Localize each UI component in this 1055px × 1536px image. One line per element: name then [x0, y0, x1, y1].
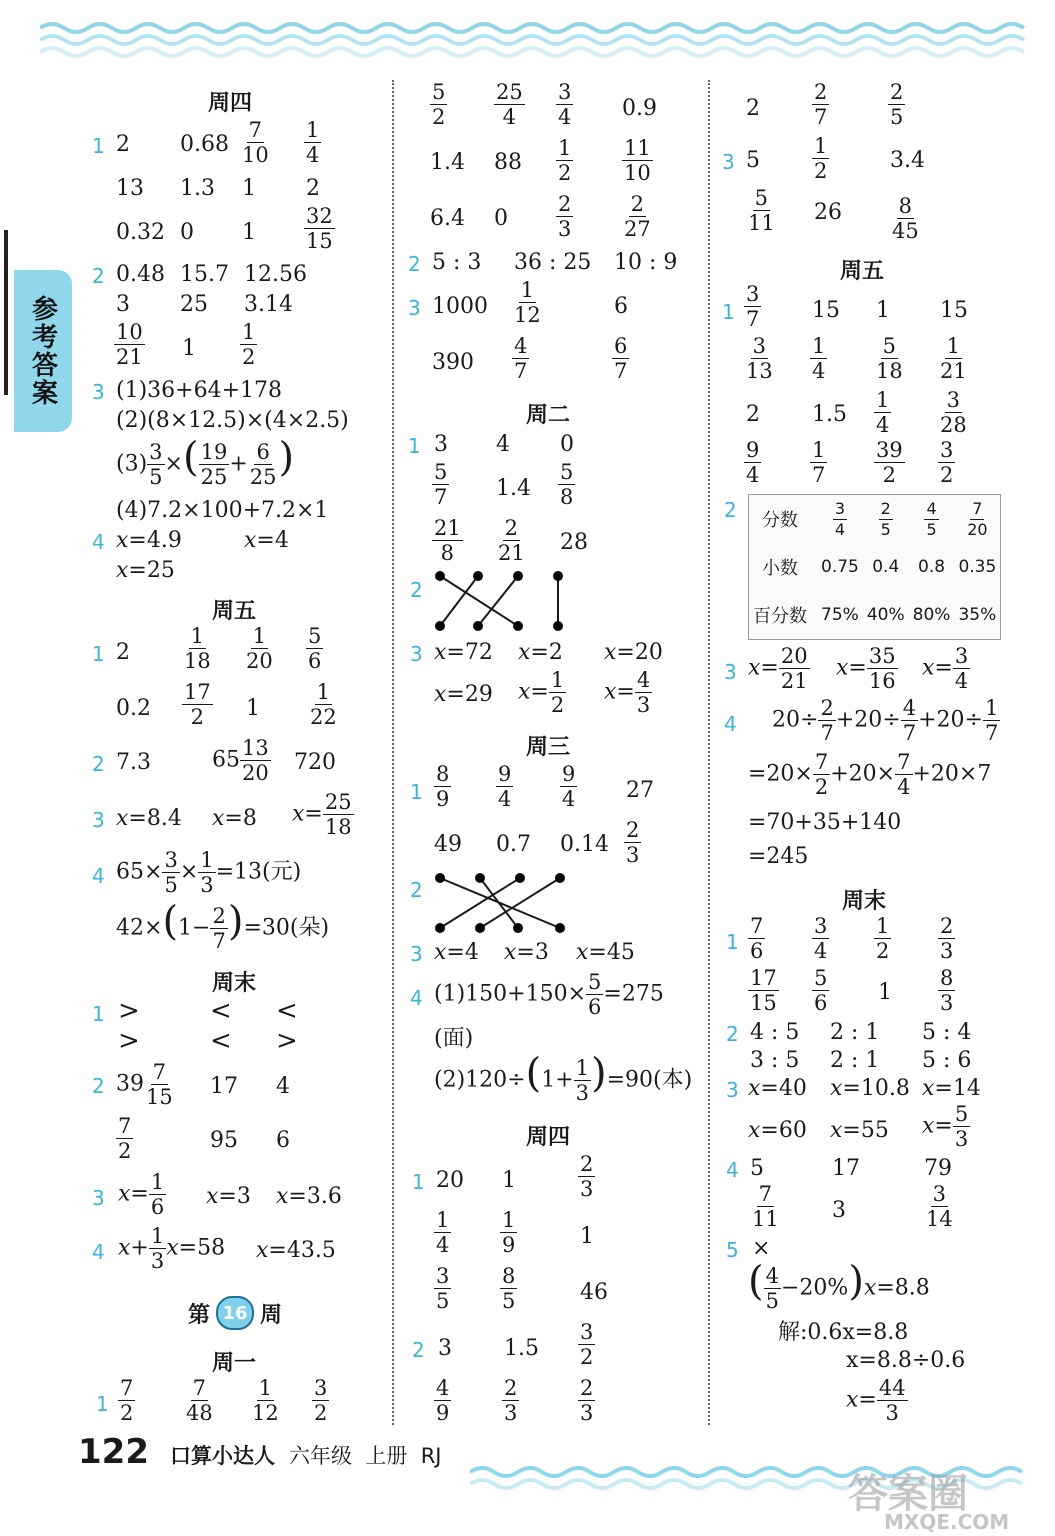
answer: $\frac{1}{2}$ [814, 134, 828, 183]
side-rule [4, 230, 8, 395]
answer: $\frac{1}{2}$ [876, 914, 890, 963]
answer: $\frac{8}{5}$ [502, 1264, 516, 1313]
answer: $\frac{1}{4}$ [436, 1208, 450, 1257]
table-cell: 35% [958, 605, 997, 625]
answer: x=20 [604, 640, 663, 665]
answer: 28 [560, 530, 588, 555]
answer: < [210, 996, 232, 1026]
row-label: 分数 [762, 510, 798, 531]
answer: 2 [306, 176, 320, 201]
answer: 390 [432, 350, 474, 375]
item-number: 2 [92, 1074, 105, 1098]
table-cell: 40% [866, 605, 905, 625]
answer: 15.7 [180, 262, 229, 287]
answer: 1 [580, 1224, 594, 1249]
answer: =245 [748, 844, 809, 869]
item-number: 1 [92, 1002, 105, 1026]
item-number: 2 [726, 1022, 739, 1046]
answer: 解:0.6x=8.8 [778, 1320, 909, 1345]
item-number: 1 [92, 642, 105, 666]
answer: 3 [832, 1198, 846, 1223]
answer: x=25 [116, 558, 175, 583]
answer: x=8.8÷0.6 [846, 1348, 966, 1373]
page-number: 122 [78, 1432, 149, 1472]
item-number: 3 [726, 1078, 739, 1102]
item-number: 3 [92, 1186, 105, 1210]
answer: 5 : 6 [922, 1048, 972, 1073]
answer: 1 [502, 1168, 516, 1193]
answer: $\frac{9}{4}$ [562, 762, 576, 811]
table-cell: 0.35 [958, 557, 997, 577]
table-cell: 0.8 [918, 557, 946, 577]
answer: 3 [434, 432, 448, 457]
table-cell: $\frac{3}{4}$ [834, 498, 846, 539]
answer: x= $\frac{5}{3}$ [922, 1102, 969, 1151]
answer: 2 [116, 640, 130, 665]
section-heading: 周四 [526, 1125, 571, 1150]
conversion-table [748, 494, 1001, 640]
item-number: 2 [408, 252, 421, 276]
item-number: 4 [410, 986, 423, 1010]
answer: 65 $\frac{13}{20}$ [212, 736, 269, 785]
answer: 27 [626, 778, 654, 803]
matching-lines [432, 870, 582, 936]
answer: (3) $\frac{3}{5}$ ×( $\frac{19}{25}$ + $\frac{6}{25}$ ) [116, 434, 295, 489]
answer: $\frac{1}{22}$ [310, 680, 337, 729]
answer: × [752, 1236, 771, 1261]
answer: 3 [438, 1336, 452, 1361]
answer: 26 [814, 200, 842, 225]
answer: $\frac{7}{2}$ [118, 1114, 132, 1163]
answer: 6.4 [430, 206, 465, 231]
answer: 3 [116, 292, 130, 317]
answer: 88 [494, 150, 522, 175]
answer: x= $\frac{4}{3}$ [604, 668, 651, 717]
answer: 1 [878, 980, 892, 1005]
answer: $\frac{2}{3}$ [504, 1376, 518, 1425]
answer: $\frac{3}{28}$ [940, 388, 967, 437]
answer: 2 [746, 96, 760, 121]
answer: > [118, 996, 140, 1026]
answer: 17 [832, 1156, 860, 1181]
answer: $\frac{5}{2}$ [432, 80, 446, 129]
item-number: 2 [92, 752, 105, 776]
item-number: 1 [92, 134, 105, 158]
answer: 10 : 9 [614, 250, 678, 275]
answer: $\frac{5}{18}$ [876, 334, 903, 383]
answer: 95 [210, 1128, 238, 1153]
item-number: 3 [722, 150, 735, 174]
answer: 4 [496, 432, 510, 457]
answer: x=8 [212, 806, 257, 831]
item-number: 1 [722, 300, 735, 324]
answer: $\frac{3}{7}$ [746, 282, 760, 331]
answer: 1.4 [430, 150, 465, 175]
answer: 0 [494, 206, 508, 231]
answer: $\frac{9}{4}$ [498, 762, 512, 811]
answer: $\frac{7}{2}$ [120, 1376, 134, 1425]
answer: $\frac{2}{3}$ [558, 192, 572, 241]
item-number: 3 [408, 296, 421, 320]
table-cell: $\frac{7}{20}$ [967, 498, 988, 539]
answer: (2)(8×12.5)×(4×2.5) [116, 408, 349, 433]
table-row [749, 495, 1001, 544]
answer: =20× $\frac{7}{2}$ +20× $\frac{7}{4}$ +20×7 [748, 750, 992, 799]
answer: $\frac{7}{10}$ [242, 118, 269, 167]
section-heading: 周一 [212, 1351, 257, 1376]
answer: 0.68 [180, 132, 229, 157]
section-heading: 周末 [212, 971, 257, 996]
answer: (4)7.2×100+7.2×1 [116, 498, 329, 523]
answer: x=2 [518, 640, 563, 665]
volume-label: 上册 [365, 1444, 408, 1468]
answer: (2)120÷(1+ $\frac{1}{3}$ )=90(本) [434, 1050, 693, 1105]
watermark-logo [848, 1462, 1048, 1532]
table-row [749, 543, 1001, 591]
answer: $\frac{32}{15}$ [306, 204, 333, 253]
answer: (1)36+64+178 [116, 378, 283, 403]
answer: 3 : 5 [750, 1048, 800, 1073]
answer: 20÷ $\frac{2}{7}$ +20÷ $\frac{4}{7}$ +20÷ $\frac{1}{7}$ [772, 696, 999, 745]
item-number: 4 [92, 864, 105, 888]
answer: =70+35+140 [748, 810, 902, 835]
item-number: 1 [96, 1392, 109, 1416]
answer: $\frac{3}{4}$ [814, 914, 828, 963]
answer: 1 [242, 176, 256, 201]
answer: 42×(1− $\frac{2}{7}$ )=30(朵) [116, 898, 330, 953]
item-number: 3 [92, 808, 105, 832]
answer: 20 [436, 1168, 464, 1193]
answer: 1.5 [504, 1336, 539, 1361]
item-number: 1 [410, 780, 423, 804]
answer: x= $\frac{25}{18}$ [292, 790, 352, 839]
answer: $\frac{5}{8}$ [560, 460, 574, 509]
answer: > [118, 1026, 140, 1056]
answer: $\frac{1}{12}$ [514, 278, 541, 327]
answer: 4 [276, 1074, 290, 1099]
answer: 2 : 1 [830, 1020, 880, 1045]
item-number: 3 [724, 660, 737, 684]
answer: x=29 [434, 682, 493, 707]
table-cell: 0.4 [872, 557, 900, 577]
answer: 1.3 [180, 176, 215, 201]
answer: 2 : 1 [830, 1048, 880, 1073]
side-tab-label: 参考答案 [27, 295, 58, 407]
section-heading: 周五 [212, 599, 257, 624]
item-number: 2 [410, 878, 423, 902]
answer: $\frac{2}{7}$ [814, 80, 828, 129]
answer: $\frac{5}{6}$ [308, 624, 322, 673]
top-wave-decoration [40, 18, 1040, 62]
answer: 1 [242, 220, 256, 245]
answer: $\frac{7}{11}$ [752, 1182, 779, 1231]
answer: $\frac{10}{21}$ [116, 320, 143, 369]
answer: $\frac{1}{7}$ [812, 438, 826, 487]
answer: < [276, 996, 298, 1026]
item-number: 2 [724, 498, 737, 522]
week-label-pre: 第 [188, 1302, 211, 1328]
answer: x= $\frac{1}{2}$ [518, 668, 565, 717]
answer: 49 [434, 832, 462, 857]
table-cell: 80% [912, 605, 951, 625]
answer: 2 [746, 402, 760, 427]
answer: 2 [116, 132, 130, 157]
item-number: 4 [92, 530, 105, 554]
answer: $\frac{1}{2}$ [242, 320, 256, 369]
answer: $\frac{1}{9}$ [502, 1208, 516, 1257]
answer: x=10.8 [830, 1076, 910, 1101]
answer: 25 [180, 292, 208, 317]
answer: 0.48 [116, 262, 165, 287]
answer: $\frac{2}{5}$ [890, 80, 904, 129]
answer: 3.14 [244, 292, 293, 317]
answer: $\frac{2}{21}$ [498, 516, 525, 565]
answer: x=45 [576, 940, 635, 965]
item-number: 3 [410, 942, 423, 966]
answer: x=4.9 [116, 528, 182, 553]
answer: 1 [246, 696, 260, 721]
answer: 0.9 [622, 96, 657, 121]
answer: 6 [614, 294, 628, 319]
table-row [749, 591, 1001, 640]
item-number: 2 [410, 578, 423, 602]
week-16-heading [188, 1296, 282, 1330]
answer: 5 : 3 [432, 250, 482, 275]
answer: x=8.4 [116, 806, 182, 831]
answer: $\frac{1}{20}$ [246, 624, 273, 673]
answer: 12.56 [244, 262, 307, 287]
answer: $\frac{4}{9}$ [436, 1376, 450, 1425]
book-title: 口算小达人 [170, 1444, 275, 1468]
answer: 0.2 [116, 696, 151, 721]
answer: 1.5 [812, 402, 847, 427]
answer: x= $\frac{3}{4}$ [922, 644, 969, 693]
item-number: 5 [726, 1238, 739, 1262]
item-number: 3 [92, 380, 105, 404]
edition-label: RJ [420, 1444, 442, 1468]
section-heading: 周二 [526, 403, 571, 428]
answer: x=4 [434, 940, 479, 965]
answer: x= $\frac{1}{6}$ [118, 1170, 165, 1219]
answer: 5 [746, 148, 760, 173]
book-info [170, 1440, 442, 1470]
answer: 4 : 5 [750, 1020, 800, 1045]
answer: $\frac{25}{4}$ [496, 80, 523, 129]
answer: $\frac{5}{6}$ [814, 966, 828, 1015]
answer: 1 [876, 298, 890, 323]
answer: x=60 [748, 1118, 807, 1143]
item-number: 2 [412, 1338, 425, 1362]
grade-label: 六年级 [289, 1444, 352, 1468]
answer: 46 [580, 1280, 608, 1305]
answer: $\frac{8}{3}$ [940, 966, 954, 1015]
watermark-text: 答案圈 [848, 1471, 968, 1517]
item-number: 1 [408, 434, 421, 458]
answer: $\frac{1}{18}$ [184, 624, 211, 673]
column-divider [708, 80, 710, 1425]
answer: $\frac{1}{12}$ [252, 1376, 279, 1425]
answer: $\frac{1}{4}$ [812, 334, 826, 383]
answer: 65× $\frac{3}{5}$ × $\frac{1}{3}$ =13(元) [116, 848, 302, 897]
answer: $\frac{5}{7}$ [434, 460, 448, 509]
answer: 5 [750, 1156, 764, 1181]
answer: 7.3 [116, 750, 151, 775]
answer: $\frac{21}{8}$ [434, 516, 461, 565]
week-label-post: 周 [260, 1302, 283, 1328]
answer: 17 [210, 1074, 238, 1099]
answer: $\frac{3}{14}$ [926, 1182, 953, 1231]
answer: $\frac{3}{2}$ [580, 1320, 594, 1369]
answer: $\frac{7}{6}$ [750, 914, 764, 963]
answer: 5 : 4 [922, 1020, 972, 1045]
item-number: 1 [412, 1170, 425, 1194]
answer: $\frac{6}{7}$ [614, 334, 628, 383]
section-heading: 周五 [840, 259, 885, 284]
answer: (1)150+150× $\frac{5}{6}$ =275 [434, 970, 664, 1019]
answer: x+ $\frac{1}{3}$ x=58 [118, 1224, 226, 1273]
answer: $\frac{2}{3}$ [580, 1376, 594, 1425]
answer: $\frac{7}{48}$ [186, 1376, 213, 1425]
answer: $\frac{8}{45}$ [892, 194, 919, 243]
answer: > [276, 1026, 298, 1056]
answer: 36 : 25 [514, 250, 592, 275]
item-number: 4 [724, 712, 737, 736]
answer: ( $\frac{4}{5}$ −20%)x=8.8 [748, 1258, 930, 1313]
answer: $\frac{2}{3}$ [940, 914, 954, 963]
answer: x=3 [504, 940, 549, 965]
answer: < [210, 1026, 232, 1056]
row-label: 小数 [762, 558, 798, 579]
item-number: 4 [92, 1240, 105, 1264]
answer: 0.14 [560, 832, 609, 857]
answer: 39 $\frac{7}{15}$ [116, 1060, 173, 1109]
answer: $\frac{9}{4}$ [746, 438, 760, 487]
answer: $\frac{3}{2}$ [940, 438, 954, 487]
answer: 720 [294, 750, 336, 775]
answer: 1 [182, 336, 196, 361]
answer: $\frac{8}{9}$ [436, 762, 450, 811]
answer: $\frac{1}{21}$ [940, 334, 967, 383]
answer: x= $\frac{20}{21}$ [748, 644, 808, 693]
answer: 1000 [432, 294, 488, 319]
answer: 0.7 [496, 832, 531, 857]
matching-lines [430, 568, 580, 634]
answer: x= $\frac{44}{3}$ [846, 1376, 906, 1425]
section-heading: 周三 [526, 735, 571, 760]
answer: x= $\frac{35}{16}$ [836, 644, 896, 693]
answer: $\frac{5}{11}$ [748, 186, 775, 235]
answer: $\frac{1}{4}$ [306, 118, 320, 167]
answer: $\frac{4}{7}$ [514, 334, 528, 383]
answer: 0 [180, 220, 194, 245]
answer: $\frac{39}{2}$ [876, 438, 903, 487]
answer: x=14 [922, 1076, 981, 1101]
item-number: 2 [92, 264, 105, 288]
answer: $\frac{3}{4}$ [558, 80, 572, 129]
answer: $\frac{1}{2}$ [558, 136, 572, 185]
table-cell: 75% [821, 605, 859, 625]
answer: 15 [812, 298, 840, 323]
answer: $\frac{2}{3}$ [580, 1152, 594, 1201]
answer: x=3.6 [276, 1184, 342, 1209]
answer: 79 [924, 1156, 952, 1181]
answer: 13 [116, 176, 144, 201]
answer: 0 [560, 432, 574, 457]
answer: $\frac{3}{2}$ [314, 1376, 328, 1425]
answer: $\frac{2}{3}$ [626, 818, 640, 867]
column-divider [392, 80, 394, 1425]
answer: $\frac{11}{10}$ [624, 136, 651, 185]
answer: 6 [276, 1128, 290, 1153]
week-number-badge: 16 [216, 1296, 254, 1330]
side-tab [14, 270, 72, 432]
answer: 1.4 [496, 476, 531, 501]
section-heading: 周四 [208, 91, 253, 116]
table-cell: 0.75 [821, 557, 859, 577]
answer: 3.4 [890, 148, 925, 173]
item-number: 3 [410, 642, 423, 666]
section-heading: 周末 [842, 889, 887, 914]
item-number: 4 [726, 1158, 739, 1182]
watermark-url: MXQE.COM [884, 1510, 1010, 1534]
answer: $\frac{3}{5}$ [436, 1264, 450, 1313]
table-cell: $\frac{2}{5}$ [880, 498, 891, 539]
item-number: 1 [726, 930, 739, 954]
answer: $\frac{17}{2}$ [184, 680, 211, 729]
table-cell: $\frac{4}{5}$ [926, 498, 937, 539]
answer: $\frac{3}{13}$ [746, 334, 773, 383]
answer: (面) [434, 1026, 474, 1051]
answer: x=43.5 [256, 1238, 336, 1263]
answer: x=40 [748, 1076, 807, 1101]
answer: x=72 [434, 640, 493, 665]
answer: $\frac{17}{15}$ [750, 966, 777, 1015]
answer: 0.32 [116, 220, 165, 245]
row-label: 百分数 [753, 606, 807, 627]
answer: 15 [940, 298, 968, 323]
answer: $\frac{2}{27}$ [624, 192, 651, 241]
answer: x=3 [206, 1184, 251, 1209]
answer: x=55 [830, 1118, 889, 1143]
answer: x=4 [244, 528, 289, 553]
answer: $\frac{1}{4}$ [876, 388, 890, 437]
